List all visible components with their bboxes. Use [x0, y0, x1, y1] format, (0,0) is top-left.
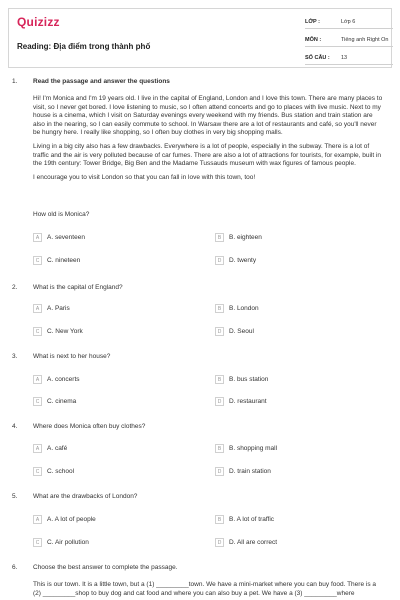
option-text: D. Seoul	[229, 328, 254, 335]
option-text: C. Air pollution	[47, 539, 89, 546]
question-text: What are the drawbacks of London?	[33, 493, 138, 500]
option-text: C. cinema	[47, 398, 77, 405]
option-a[interactable]	[33, 304, 70, 313]
meta-value: Tiếng anh Right On	[341, 36, 389, 43]
option-b[interactable]	[215, 233, 262, 242]
option-text: B. eighteen	[229, 234, 262, 241]
question-number: 3.	[12, 353, 18, 360]
question-instruction: Read the passage and answer the questions	[33, 78, 170, 85]
option-letter-box: C	[33, 538, 42, 547]
option-letter-box: A	[33, 233, 42, 242]
option-letter-box: B	[215, 444, 224, 453]
question-instruction: Choose the best answer to complete the passage.	[33, 564, 178, 571]
option-letter-box: B	[215, 515, 224, 524]
question-number: 5.	[12, 493, 18, 500]
option-text: B. A lot of traffic	[229, 516, 275, 523]
meta-label: MÔN :	[305, 36, 322, 43]
option-text: A. A lot of people	[47, 516, 96, 523]
meta-row-class	[305, 15, 393, 29]
option-text: B. London	[229, 305, 259, 312]
option-letter-box: A	[33, 304, 42, 313]
option-text: B. bus station	[229, 376, 269, 383]
option-letter-box: B	[215, 375, 224, 384]
option-text: A. café	[47, 445, 68, 452]
option-letter-box: D	[215, 397, 224, 406]
meta-value: Lớp 6	[341, 18, 356, 25]
option-letter-box: C	[33, 256, 42, 265]
option-letter-box: D	[215, 256, 224, 265]
option-a[interactable]	[33, 444, 67, 453]
meta-row-subject	[305, 33, 393, 47]
question-text: What is next to her house?	[33, 353, 111, 360]
option-letter-box: B	[215, 304, 224, 313]
meta-row-count	[305, 51, 393, 65]
option-letter-box: C	[33, 397, 42, 406]
option-d[interactable]	[215, 397, 267, 406]
option-a[interactable]	[33, 515, 96, 524]
option-b[interactable]	[215, 304, 259, 313]
quizizz-logo: Quizizz	[17, 15, 60, 29]
question-number: 2.	[12, 284, 18, 291]
option-d[interactable]	[215, 327, 254, 336]
option-b[interactable]	[215, 515, 274, 524]
passage-paragraph: I encourage you to visit London so that you can fall in love with this town, too!	[33, 173, 256, 181]
meta-value: 13	[341, 54, 348, 61]
worksheet-header	[8, 8, 392, 68]
meta-label: LỚP :	[305, 18, 320, 25]
option-text: A. concerts	[47, 376, 80, 383]
option-b[interactable]	[215, 444, 277, 453]
passage-paragraph: Hi! I'm Monica and I'm 19 years old. I live in the capital of England, London and I love this town. There are many places to visit, so I never get bored. I love listening to music, so I often attend concerts and go to places with live music. Next to my house is a cinema, which I visit on Saturday evenings every weekend with my friends. Bus station and train station are also in the nearing, so I can easily commute to school. In Warsaw there are a lot of restaurants and café, so you'll never be hungry here. I really like shopping, so I often buy clothes in very big shopping malls.	[33, 95, 383, 137]
option-text: A. Paris	[47, 305, 70, 312]
option-text: B. shopping mall	[229, 445, 278, 452]
option-text: A. seventeen	[47, 234, 85, 241]
option-text: D. train station	[229, 468, 271, 475]
question-number: 4.	[12, 423, 18, 430]
cloze-passage: This is our town. It is a little town, but a (1) _________town. We have a mini-market where you can buy food. There is a (2) _________shop to buy dog and cat food and where you can also buy a pet. We have a (3) _________where	[33, 581, 376, 597]
option-c[interactable]	[33, 397, 76, 406]
option-c[interactable]	[33, 256, 80, 265]
option-b[interactable]	[215, 375, 268, 384]
option-letter-box: D	[215, 327, 224, 336]
meta-label: SỐ CÂU :	[305, 54, 330, 61]
option-text: C. school	[47, 468, 75, 475]
passage-paragraph: Living in a big city also has a few drawbacks. Everywhere is a lot of people, especially in the subway. There is a lot of traffic and the air is very polluted because of car fumes. There are also a lot of attractions for tourists, for example, built in the 19th century: Tower Bridge, Big Ben and the Madame Tussauds museum with wax figures of famous people.	[33, 142, 382, 168]
option-text: D. twenty	[229, 257, 257, 264]
option-text: C. New York	[47, 328, 83, 335]
option-text: D. restaurant	[229, 398, 267, 405]
option-a[interactable]	[33, 233, 85, 242]
option-letter-box: C	[33, 467, 42, 476]
option-d[interactable]	[215, 256, 256, 265]
option-text: D. All are correct	[229, 539, 278, 546]
question-number: 6.	[12, 564, 18, 571]
worksheet-meta	[305, 15, 393, 69]
option-letter-box: A	[33, 375, 42, 384]
option-letter-box: A	[33, 515, 42, 524]
option-letter-box: A	[33, 444, 42, 453]
question-text: Where does Monica often buy clothes?	[33, 423, 146, 430]
option-letter-box: C	[33, 327, 42, 336]
option-d[interactable]	[215, 467, 271, 476]
option-c[interactable]	[33, 467, 74, 476]
option-a[interactable]	[33, 375, 80, 384]
reading-passage	[33, 95, 384, 187]
question-number: 1.	[12, 78, 18, 85]
worksheet-title: Reading: Địa điểm trong thành phố	[17, 42, 151, 51]
option-letter-box: D	[215, 467, 224, 476]
question-text: What is the capital of England?	[33, 284, 123, 291]
question-text: How old is Monica?	[33, 211, 90, 218]
option-c[interactable]	[33, 327, 83, 336]
option-letter-box: D	[215, 538, 224, 547]
option-letter-box: B	[215, 233, 224, 242]
option-c[interactable]	[33, 538, 89, 547]
option-d[interactable]	[215, 538, 277, 547]
option-text: C. nineteen	[47, 257, 81, 264]
